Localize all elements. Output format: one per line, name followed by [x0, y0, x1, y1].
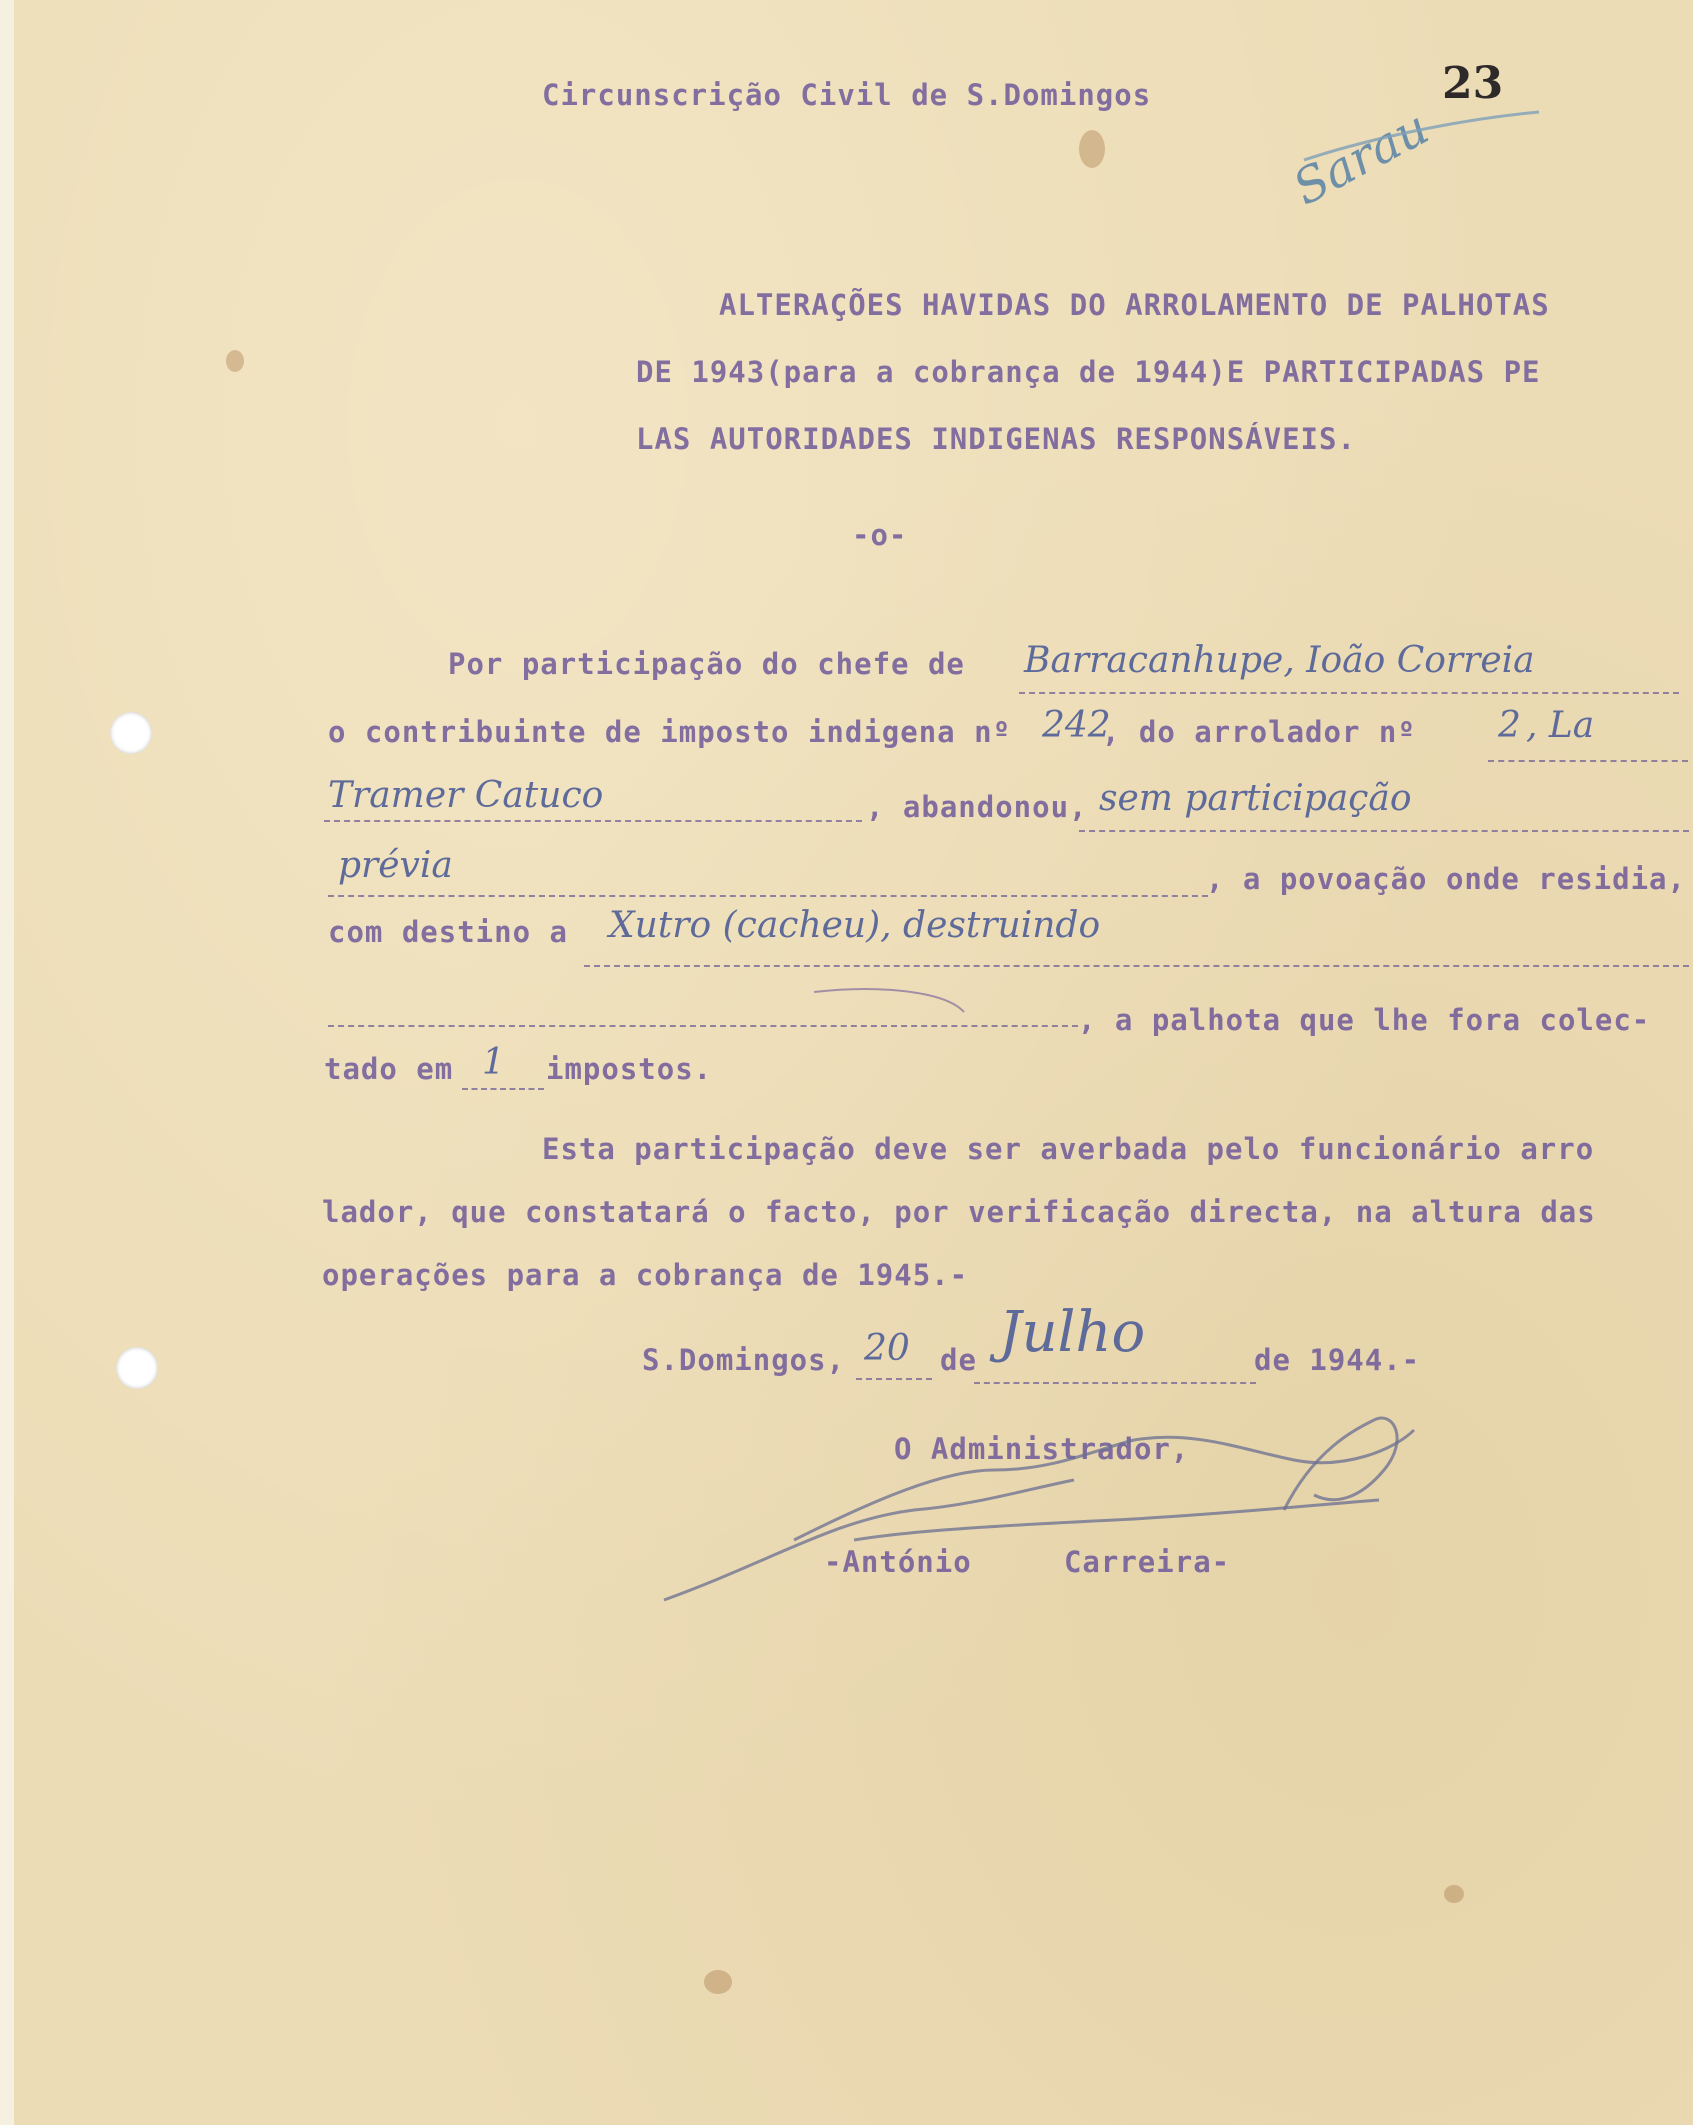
handwritten-text: prévia: [338, 845, 453, 886]
signature-name: -António Carreira-: [824, 1545, 1231, 1579]
handwritten-text: sem participação: [1099, 778, 1412, 819]
body-text: , do arrolador nº: [1102, 715, 1416, 749]
date-year: de 1944.-: [1254, 1343, 1421, 1377]
body-text: , abandonou,: [866, 790, 1088, 824]
page-number: 23: [1442, 58, 1504, 109]
body-text: , a povoação onde residia,: [1206, 862, 1686, 896]
date-place: S.Domingos,: [642, 1343, 846, 1377]
handwritten-text: , La: [1526, 705, 1595, 746]
title-line-2: DE 1943(para a cobrança de 1944)E PARTICIPADAS PE: [636, 355, 1541, 389]
body-text: tado em: [324, 1052, 454, 1086]
handwritten-month: Julho: [999, 1300, 1146, 1365]
body-text: com destino a: [328, 915, 568, 949]
handwritten-day: 20: [864, 1328, 910, 1369]
handwritten-arrolador-number: 2: [1498, 705, 1521, 746]
title-line-3: LAS AUTORIDADES INDIGENAS RESPONSÁVEIS.: [636, 422, 1356, 456]
handwritten-destination: Xutro (cacheu), destruindo: [609, 905, 1101, 946]
handwritten-chief-name: Barracanhupe, Ioão Correia: [1024, 640, 1535, 681]
handwritten-tax-number: 242: [1042, 705, 1111, 746]
signature-scribble: [14, 0, 1693, 2125]
body-text: Por participação do chefe de: [448, 647, 965, 681]
body-text: , a palhota que lhe fora colec-: [1078, 1003, 1651, 1037]
body-text: impostos.: [546, 1052, 713, 1086]
separator: -o-: [852, 518, 908, 552]
handwritten-contributor-name: Tramer Catuco: [328, 775, 604, 816]
title-line-1: ALTERAÇÕES HAVIDAS DO ARROLAMENTO DE PALHOTAS: [719, 288, 1550, 322]
office-heading: Circunscrição Civil de S.Domingos: [542, 78, 1152, 112]
body-text: operações para a cobrança de 1945.-: [322, 1258, 969, 1292]
handwritten-count: 1: [482, 1042, 505, 1083]
margin-annotation: Sarau: [1284, 99, 1438, 217]
body-text: Esta participação deve ser averbada pelo funcionário arro: [542, 1132, 1595, 1166]
body-text: o contribuinte de imposto indigena nº: [328, 715, 1012, 749]
signature-role: O Administrador,: [894, 1432, 1190, 1466]
body-text: lador, que constatará o facto, por verificação directa, na altura das: [322, 1195, 1596, 1229]
date-text: de: [940, 1343, 977, 1377]
